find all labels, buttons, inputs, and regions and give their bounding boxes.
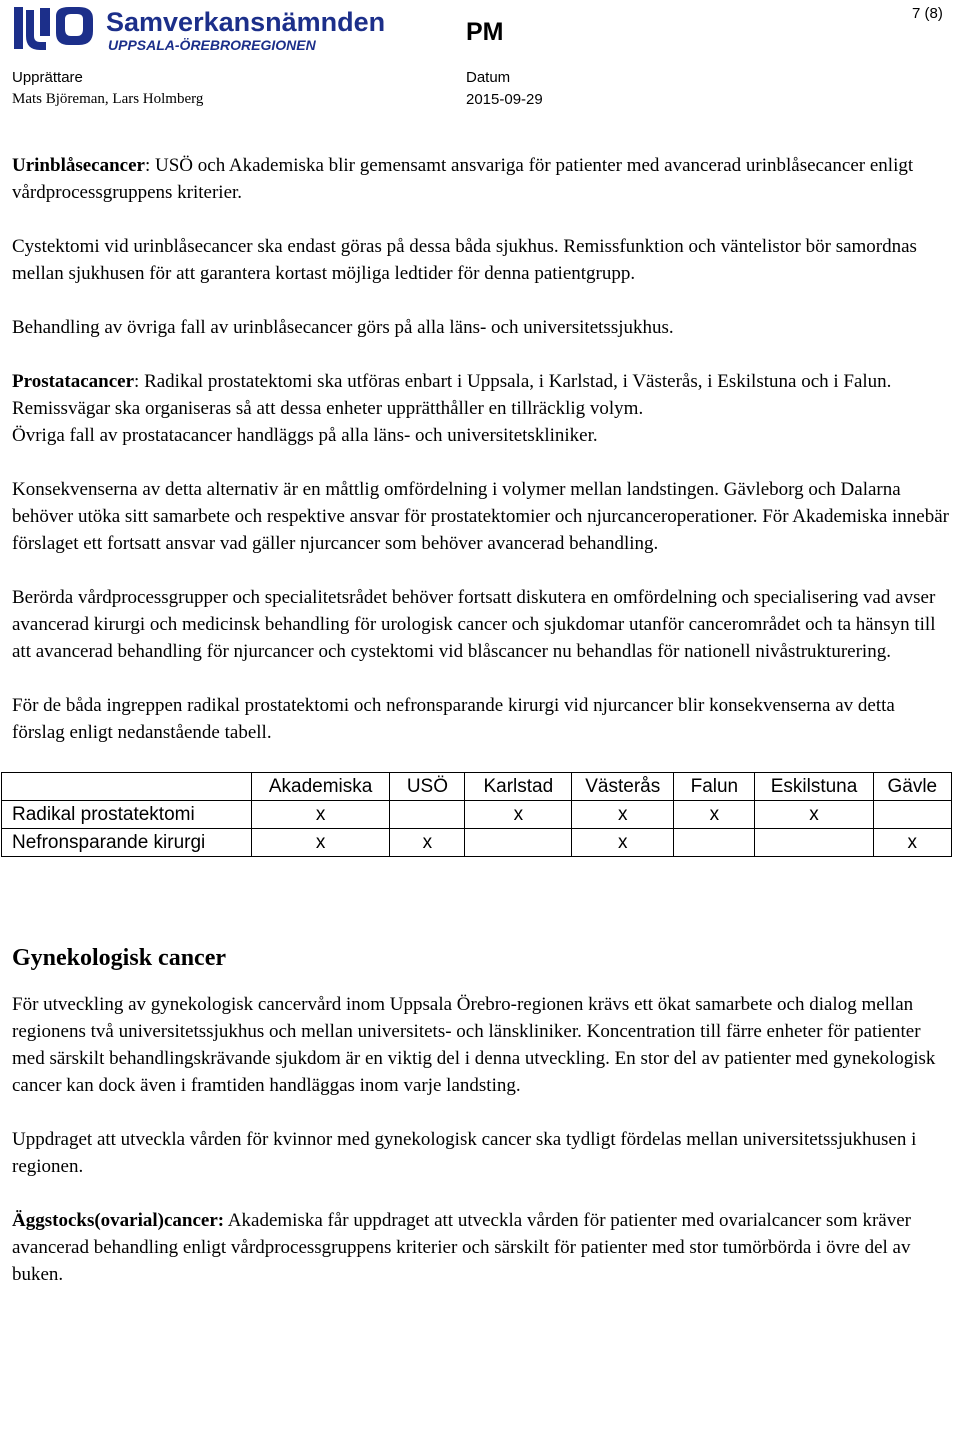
paragraph-gyn-uppdraget: Uppdraget att utveckla vården för kvinnor med gynekologisk cancer ska tydligt fördelas mellan universitetssjukhusen i regionen. — [12, 1129, 917, 1177]
table-cell: x — [251, 801, 390, 829]
table-row — [2, 829, 952, 857]
comparison-table — [1, 772, 952, 857]
paragraph-cystektomi: Cystektomi vid urinblåsecancer ska endast göras på dessa båda sjukhus. Remissfunktion och väntelistor bör samordnas mellan sjukhusen för att garantera kortast möjliga ledtider för denna patientgrupp. — [12, 236, 917, 284]
author-label: Upprättare — [12, 69, 83, 86]
table-cell — [674, 829, 755, 857]
samverkansnamnden-logo — [12, 4, 386, 54]
svg-text:Samverkansnämnden: Samverkansnämnden — [106, 7, 386, 37]
table-column-header: Akademiska — [251, 773, 390, 801]
term-aggstockscancer: Äggstocks(ovarial)cancer: — [12, 1210, 225, 1231]
paragraph-aggstockscancer: Äggstocks(ovarial)cancer: Akademiska får uppdraget att utveckla vården för patienter med ovarialcancer som kräver avancerad behandling enligt vårdprocessgruppens kriterier och särskilt för patienter med stor tumörbörda i övre del av buken. — [12, 1210, 911, 1285]
page-header — [0, 0, 960, 115]
authors: Mats Björeman, Lars Holmberg — [12, 91, 204, 107]
table-column-header: USÖ — [390, 773, 465, 801]
section-heading-gynekologisk: Gynekologisk cancer — [12, 945, 226, 971]
table-cell: x — [465, 801, 572, 829]
table-row — [2, 801, 952, 829]
paragraph-prostatacancer: Prostatacancer: Radikal prostatektomi ska utföras enbart i Uppsala, i Karlstad, i Västerås, i Eskilstuna och i Falun. Remissvägar ska organiseras så att dessa enheter upprätthåller en tillräcklig volym. — [12, 371, 892, 419]
table-column-header: Karlstad — [465, 773, 572, 801]
table-column-header: Gävle — [873, 773, 951, 801]
date-label: Datum — [466, 69, 511, 86]
table-cell: x — [755, 801, 873, 829]
table-cell: x — [390, 829, 465, 857]
table-cell — [873, 801, 951, 829]
table-row-label: Nefronsparande kirurgi — [2, 829, 252, 857]
table-cell — [465, 829, 572, 857]
document-body — [12, 152, 952, 1288]
paragraph-konsekvenser: Konsekvenserna av detta alternativ är en måttlig omfördelning i volymer mellan landstingen. Gävleborg och Dalarna behöver utöka sitt samarbete och respektive ansvar för prostatektomier och njurcanceroperationer. För Akademiska innebär förslaget ett fortsatt ansvar vad gäller njurcancer som behöver avancerad behandling. — [12, 479, 949, 554]
paragraph-berorda: Berörda vårdprocessgrupper och specialitetsrådet behöver fortsatt diskutera en omfördelning och specialisering vad avser avancerad kirurgi och medicinsk behandling för urologisk cancer och sjukdomar utanför cancerområdet och ta hänsyn till att avancerad behandling för njurcancer och cystektomi vid blåscancer nu behandlas för nationell nivåstrukturering. — [12, 587, 936, 662]
paragraph-urinblasecancer: Urinblåsecancer: USÖ och Akademiska blir gemensamt ansvariga för patienter med avancerad urinblåsecancer enligt vårdprocessgruppens kriterier. — [12, 155, 914, 203]
date-value: 2015-09-29 — [466, 91, 543, 108]
table-cell: x — [873, 829, 951, 857]
table-column-header: Västerås — [572, 773, 674, 801]
paragraph-ovriga-fall: Övriga fall av prostatacancer handläggs på alla läns- och universitetskliniker. — [12, 425, 598, 446]
table-cell — [390, 801, 465, 829]
term-prostatacancer: Prostatacancer — [12, 371, 135, 392]
page-number: 7 (8) — [912, 5, 943, 22]
svg-text:UPPSALA-ÖREBROREGIONEN: UPPSALA-ÖREBROREGIONEN — [108, 37, 316, 53]
table-cell: x — [674, 801, 755, 829]
document-type: PM — [466, 18, 504, 46]
table-cell: x — [572, 829, 674, 857]
paragraph-gyn-utveckling: För utveckling av gynekologisk cancervård inom Uppsala Örebro-regionen krävs ett ökat samarbete och dialog mellan regionens två universitetssjukhus och mellan universitets- och länskliniker. Koncentration till färre enheter för patienter med särskilt behandlingskrävande sjukdom är en viktig del i denna utveckling. En stor del av patienter med gynekologisk cancer kan dock även i framtiden handläggas inom varje landsting. — [12, 994, 936, 1096]
term-urinblasecancer: Urinblåsecancer — [12, 155, 145, 176]
table-column-header: Falun — [674, 773, 755, 801]
table-corner-cell — [2, 773, 252, 801]
table-column-header: Eskilstuna — [755, 773, 873, 801]
table-cell: x — [572, 801, 674, 829]
paragraph-ingrepp: För de båda ingreppen radikal prostatektomi och nefronsparande kirurgi vid njurcancer blir konsekvenserna av detta förslag enligt nedanstående tabell. — [12, 695, 895, 743]
paragraph-behandling: Behandling av övriga fall av urinblåsecancer görs på alla läns- och universitetssjukhus. — [12, 317, 674, 338]
table-cell — [755, 829, 873, 857]
table-row-label: Radikal prostatektomi — [2, 801, 252, 829]
table-cell: x — [251, 829, 390, 857]
table-header-row — [2, 773, 952, 801]
